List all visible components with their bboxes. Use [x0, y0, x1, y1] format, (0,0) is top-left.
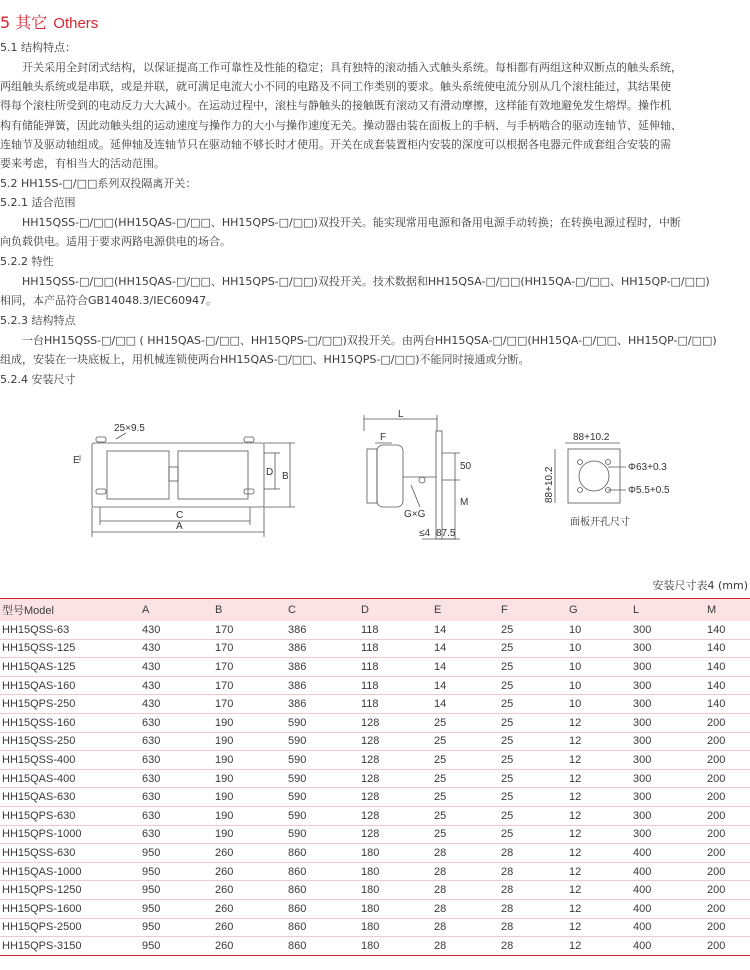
- dim-e-label: E: [73, 455, 80, 466]
- cell-value: 430: [142, 621, 215, 640]
- cell-value: 10: [569, 658, 633, 677]
- cell-value: 12: [569, 806, 633, 825]
- cell-value: 260: [215, 881, 288, 900]
- paragraph-structure: [0, 58, 750, 173]
- table-row: [0, 918, 750, 937]
- dim-c-label: C: [176, 510, 184, 521]
- cell-value: 950: [142, 862, 215, 881]
- dimension-table: [0, 598, 750, 956]
- cell-value: 28: [501, 937, 569, 956]
- cell-value: 12: [569, 937, 633, 956]
- heading-5-2-1: 5.2.1 适合范围: [0, 196, 76, 209]
- cell-value: 590: [288, 788, 361, 807]
- cell-value: 25: [501, 788, 569, 807]
- cell-model: HH15QPS-3150: [0, 937, 142, 956]
- cell-value: 10: [569, 676, 633, 695]
- side-body: [377, 445, 403, 507]
- cell-value: 180: [361, 844, 434, 863]
- cell-value: 400: [633, 899, 707, 918]
- cell-value: 386: [288, 658, 361, 677]
- hole-diameter-label: Φ63+0.3: [628, 462, 667, 473]
- cell-value: 300: [633, 621, 707, 640]
- text-line: 开关采用全封闭式结构，以保证提高工作可靠性及性能的稳定；具有独特的滚动插入式触头系统。每相都有两组这种双断点的触头系统，: [0, 61, 682, 74]
- dim-le4-label: ≤4: [419, 528, 431, 539]
- cell-model: HH15QSS-160: [0, 713, 142, 732]
- col-header-a: A: [142, 599, 215, 621]
- table-row: [0, 695, 750, 714]
- cell-value: 630: [142, 769, 215, 788]
- text-line: 得每个滚柱所受到的电动反力大大减小。在运动过程中，滚柱与静触头的接触既有滚动又有滑动摩擦，这样能有效地避免发生熔焊。操作机: [0, 99, 671, 113]
- cell-model: HH15QPS-2500: [0, 918, 142, 937]
- cell-value: 386: [288, 676, 361, 695]
- cell-value: 860: [288, 899, 361, 918]
- cutout-caption: 面板开孔尺寸: [570, 517, 630, 528]
- col-header-e: E: [434, 599, 501, 621]
- cell-value: 12: [569, 825, 633, 844]
- cell-value: 860: [288, 862, 361, 881]
- text-line: HH15QSS-□/□□(HH15QAS-□/□□、HH15QPS-□/□□)双投开关。能实现常用电源和备用电源手动转换；在转换电源过程时，中断: [0, 216, 681, 229]
- cell-value: 12: [569, 713, 633, 732]
- cell-value: 128: [361, 788, 434, 807]
- text-line: 相同，本产品符合GB14048.3/IEC60947。: [0, 294, 218, 308]
- cell-value: 590: [288, 751, 361, 770]
- cell-value: 200: [707, 806, 750, 825]
- cell-value: 28: [501, 862, 569, 881]
- cell-value: 28: [501, 844, 569, 863]
- cell-model: HH15QAS-1000: [0, 862, 142, 881]
- cell-value: 12: [569, 881, 633, 900]
- cell-value: 200: [707, 844, 750, 863]
- dim-d-label: D: [266, 467, 274, 478]
- cell-value: 200: [707, 825, 750, 844]
- cell-value: 25: [434, 788, 501, 807]
- cell-value: 200: [707, 899, 750, 918]
- screw-hole: [578, 488, 583, 493]
- cell-value: 630: [142, 732, 215, 751]
- cell-model: HH15QPS-1000: [0, 825, 142, 844]
- cell-value: 128: [361, 825, 434, 844]
- col-header-l: L: [633, 599, 707, 621]
- cell-model: HH15QPS-630: [0, 806, 142, 825]
- screw-hole-label: Φ5.5+0.5: [628, 485, 670, 496]
- cell-value: 860: [288, 881, 361, 900]
- cell-value: 25: [501, 695, 569, 714]
- col-header-m: M: [707, 599, 750, 621]
- table-row: [0, 713, 750, 732]
- section-title-en: Others: [53, 15, 99, 32]
- heading-5-1: 5.1 结构特点：: [0, 41, 76, 54]
- dim-50-label: 50: [460, 461, 472, 472]
- screw-hole: [606, 460, 611, 465]
- dim-875-label: 87.5: [436, 528, 456, 539]
- cell-value: 25: [501, 621, 569, 640]
- cell-value: 25: [501, 825, 569, 844]
- paragraph-characteristics: [0, 272, 750, 310]
- cell-model: HH15QAS-400: [0, 769, 142, 788]
- cell-model: HH15QSS-400: [0, 751, 142, 770]
- table-row: [0, 862, 750, 881]
- heading-5-2-2: 5.2.2 特性: [0, 255, 54, 268]
- cell-value: 860: [288, 937, 361, 956]
- cell-value: 28: [501, 881, 569, 900]
- mount-slot: [96, 489, 106, 494]
- col-header-d: D: [361, 599, 434, 621]
- cell-value: 300: [633, 732, 707, 751]
- cell-value: 260: [215, 844, 288, 863]
- cell-value: 190: [215, 751, 288, 770]
- cell-value: 28: [434, 899, 501, 918]
- col-header-b: B: [215, 599, 288, 621]
- table-row: [0, 658, 750, 677]
- cell-value: 386: [288, 621, 361, 640]
- interlock: [169, 467, 178, 481]
- cell-value: 128: [361, 806, 434, 825]
- cell-value: 170: [215, 658, 288, 677]
- section-title-cn: 5 其它: [0, 13, 48, 32]
- cell-value: 25: [434, 825, 501, 844]
- heading-5-2: 5.2 HH15S-□/□□系列双投隔离开关：: [0, 177, 197, 190]
- cell-value: 300: [633, 658, 707, 677]
- cutout-top-label: 88+10.2: [573, 432, 610, 443]
- cell-value: 386: [288, 639, 361, 658]
- mount-slot: [244, 437, 254, 442]
- table-row: [0, 899, 750, 918]
- cell-value: 200: [707, 937, 750, 956]
- cell-value: 10: [569, 621, 633, 640]
- cell-value: 28: [434, 862, 501, 881]
- cell-value: 12: [569, 732, 633, 751]
- col-header-model: 型号Model: [0, 599, 142, 621]
- cell-value: 12: [569, 862, 633, 881]
- cell-value: 590: [288, 825, 361, 844]
- cell-model: HH15QSS-630: [0, 844, 142, 863]
- cell-value: 630: [142, 806, 215, 825]
- col-header-f: F: [501, 599, 569, 621]
- table-row: [0, 881, 750, 900]
- leader-line: [411, 485, 420, 507]
- cell-value: 430: [142, 676, 215, 695]
- switch-right-body: [178, 451, 248, 499]
- cell-value: 14: [434, 658, 501, 677]
- panel-cutout-view: [555, 443, 626, 503]
- cell-value: 180: [361, 937, 434, 956]
- cell-value: 10: [569, 639, 633, 658]
- cell-value: 190: [215, 769, 288, 788]
- cell-value: 140: [707, 658, 750, 677]
- cell-value: 200: [707, 918, 750, 937]
- cell-value: 25: [501, 676, 569, 695]
- cell-model: HH15QSS-63: [0, 621, 142, 640]
- table-row: [0, 788, 750, 807]
- cell-model: HH15QAS-630: [0, 788, 142, 807]
- cell-value: 200: [707, 881, 750, 900]
- cell-value: 300: [633, 806, 707, 825]
- col-header-g: G: [569, 599, 633, 621]
- cell-value: 200: [707, 713, 750, 732]
- center-hole: [579, 461, 609, 491]
- cell-value: 12: [569, 769, 633, 788]
- cell-value: 300: [633, 639, 707, 658]
- dim-b-label: B: [282, 471, 289, 482]
- cell-value: 170: [215, 695, 288, 714]
- cell-value: 400: [633, 881, 707, 900]
- screw-hole: [578, 460, 583, 465]
- table-body: [0, 621, 750, 956]
- cell-value: 170: [215, 621, 288, 640]
- cell-model: HH15QPS-250: [0, 695, 142, 714]
- cell-value: 28: [434, 844, 501, 863]
- cell-value: 300: [633, 825, 707, 844]
- cell-value: 630: [142, 751, 215, 770]
- table-row: [0, 806, 750, 825]
- text-line: 要来考虑，有相当大的活动范围。: [0, 157, 165, 171]
- cell-value: 12: [569, 788, 633, 807]
- cell-value: 140: [707, 676, 750, 695]
- cell-value: 128: [361, 769, 434, 788]
- cell-value: 180: [361, 881, 434, 900]
- cell-value: 25: [501, 713, 569, 732]
- cell-value: 128: [361, 751, 434, 770]
- table-row: [0, 844, 750, 863]
- table-row: [0, 751, 750, 770]
- cell-value: 260: [215, 899, 288, 918]
- cell-value: 400: [633, 844, 707, 863]
- cell-value: 400: [633, 937, 707, 956]
- cell-value: 400: [633, 862, 707, 881]
- dim-f-label: F: [380, 432, 387, 443]
- cell-value: 28: [434, 918, 501, 937]
- cell-value: 28: [434, 881, 501, 900]
- cell-value: 260: [215, 937, 288, 956]
- panel: [436, 431, 442, 539]
- cell-value: 28: [501, 899, 569, 918]
- cell-value: 430: [142, 658, 215, 677]
- heading-5-2-4: 5.2.4 安装尺寸: [0, 373, 76, 386]
- cell-value: 10: [569, 695, 633, 714]
- cell-value: 25: [501, 639, 569, 658]
- side-view: [364, 415, 460, 539]
- cell-value: 140: [707, 621, 750, 640]
- cell-value: 25: [501, 769, 569, 788]
- table-row: [0, 769, 750, 788]
- cell-value: 200: [707, 769, 750, 788]
- cell-value: 140: [707, 639, 750, 658]
- cell-value: 590: [288, 713, 361, 732]
- cell-value: 950: [142, 918, 215, 937]
- coupling: [419, 477, 425, 483]
- text-line: 一台HH15QSS-□/□□ ( HH15QAS-□/□□、HH15QPS-□/□□)双投开关。由两台HH15QSA-□/□□(HH15QA-□/□□、HH15QP-□/□□): [0, 334, 717, 347]
- cell-value: 200: [707, 732, 750, 751]
- installation-drawing: [0, 395, 750, 557]
- cell-value: 200: [707, 788, 750, 807]
- cell-value: 140: [707, 695, 750, 714]
- paragraph-scope: [0, 213, 750, 251]
- switch-left-body: [107, 451, 169, 499]
- cell-value: 860: [288, 918, 361, 937]
- cell-value: 180: [361, 899, 434, 918]
- cell-value: 190: [215, 788, 288, 807]
- cell-value: 25: [501, 806, 569, 825]
- cell-value: 25: [434, 732, 501, 751]
- cell-value: 180: [361, 918, 434, 937]
- table-row: [0, 639, 750, 658]
- table-row: [0, 825, 750, 844]
- mount-slot: [244, 489, 254, 494]
- cell-value: 300: [633, 769, 707, 788]
- slot-size-label: 25×9.5: [114, 423, 145, 434]
- cell-value: 12: [569, 918, 633, 937]
- cell-value: 950: [142, 937, 215, 956]
- cell-value: 300: [633, 676, 707, 695]
- cell-value: 200: [707, 862, 750, 881]
- heading-5-2-3: 5.2.3 结构特点: [0, 314, 76, 327]
- cell-model: HH15QAS-160: [0, 676, 142, 695]
- cell-value: 300: [633, 788, 707, 807]
- cell-value: 860: [288, 844, 361, 863]
- cell-value: 430: [142, 639, 215, 658]
- text-line: 两组触头系统或是串联，或是并联，就可满足电流大小不同的电路及不同工作类别的要求。触头系统使电流分别从几个滚柱能过，其结果使: [0, 80, 671, 94]
- paragraph-structure-features: [0, 331, 750, 369]
- cell-value: 430: [142, 695, 215, 714]
- cell-value: 12: [569, 899, 633, 918]
- cell-value: 25: [501, 732, 569, 751]
- cell-value: 14: [434, 676, 501, 695]
- cell-value: 590: [288, 769, 361, 788]
- cell-value: 118: [361, 658, 434, 677]
- cell-value: 118: [361, 639, 434, 658]
- cell-value: 180: [361, 862, 434, 881]
- text-line: 向负载供电。适用于要求两路电源供电的场合。: [0, 235, 231, 249]
- text-line: 构有储能弹簧，因此动触头组的运动速度与操作力的大小与操作速度无关。操动器由装在面板上的手柄、与手柄啮合的驱动连轴节、延伸轴、: [0, 118, 682, 132]
- cell-value: 630: [142, 825, 215, 844]
- cell-value: 12: [569, 751, 633, 770]
- dim-a-label: A: [176, 521, 183, 532]
- cell-value: 630: [142, 788, 215, 807]
- cell-value: 25: [434, 769, 501, 788]
- table-row: [0, 937, 750, 956]
- drawing-svg: [0, 395, 750, 557]
- cell-value: 12: [569, 844, 633, 863]
- col-header-c: C: [288, 599, 361, 621]
- cell-value: 950: [142, 899, 215, 918]
- cell-value: 190: [215, 713, 288, 732]
- cell-value: 128: [361, 732, 434, 751]
- cutout-side-label: 88+10.2: [544, 466, 555, 503]
- dim-m-label: M: [460, 497, 469, 508]
- cell-value: 260: [215, 918, 288, 937]
- cell-value: 590: [288, 806, 361, 825]
- cell-model: HH15QSS-125: [0, 639, 142, 658]
- cell-value: 300: [633, 695, 707, 714]
- cell-value: 14: [434, 695, 501, 714]
- cell-value: 25: [434, 751, 501, 770]
- table-row: [0, 732, 750, 751]
- cell-value: 25: [434, 806, 501, 825]
- cell-value: 25: [501, 751, 569, 770]
- cell-value: 170: [215, 676, 288, 695]
- cutout-square: [568, 449, 620, 503]
- section-title: [0, 10, 98, 34]
- cell-value: 14: [434, 621, 501, 640]
- cell-value: 400: [633, 918, 707, 937]
- cell-value: 25: [434, 713, 501, 732]
- cell-value: 25: [501, 658, 569, 677]
- handle-plate: [367, 449, 377, 503]
- cell-value: 170: [215, 639, 288, 658]
- text-line: 组成，安装在一块底板上，用机械连锁使两台HH15QAS-□/□□、HH15QPS-□/□□)不能同时接通或分断。: [0, 353, 530, 367]
- mount-slot: [96, 437, 106, 442]
- table-caption: 安装尺寸表4 (mm): [652, 579, 748, 592]
- cell-value: 14: [434, 639, 501, 658]
- cell-value: 118: [361, 676, 434, 695]
- cell-value: 190: [215, 825, 288, 844]
- cell-model: HH15QPS-1600: [0, 899, 142, 918]
- cell-value: 300: [633, 751, 707, 770]
- dim-gg-label: G×G: [404, 509, 426, 520]
- cell-value: 950: [142, 844, 215, 863]
- cell-value: 590: [288, 732, 361, 751]
- dim-l-label: L: [398, 409, 404, 420]
- table-header-row: [0, 599, 750, 621]
- cell-value: 190: [215, 806, 288, 825]
- cell-value: 118: [361, 695, 434, 714]
- cell-value: 386: [288, 695, 361, 714]
- front-view: [80, 433, 295, 537]
- cell-value: 128: [361, 713, 434, 732]
- table-row: [0, 621, 750, 640]
- cell-model: HH15QPS-1250: [0, 881, 142, 900]
- text-line: 连轴节及驱动轴组成。延伸轴及连轴节只在驱动轴不够长时才使用。开关在成套装置柜内安装的深度可以根据各电器元件成套组合安装的需: [0, 137, 671, 151]
- cell-value: 190: [215, 732, 288, 751]
- cell-value: 260: [215, 862, 288, 881]
- cell-value: 28: [434, 937, 501, 956]
- cell-value: 300: [633, 713, 707, 732]
- text-line: HH15QSS-□/□□(HH15QAS-□/□□、HH15QPS-□/□□)双投开关。技术数据和HH15QSA-□/□□(HH15QA-□/□□、HH15QP-□/□□): [0, 275, 710, 288]
- cell-value: 630: [142, 713, 215, 732]
- cell-model: HH15QAS-125: [0, 658, 142, 677]
- table-row: [0, 676, 750, 695]
- cell-value: 200: [707, 751, 750, 770]
- cell-value: 28: [501, 918, 569, 937]
- cell-model: HH15QSS-250: [0, 732, 142, 751]
- cell-value: 950: [142, 881, 215, 900]
- cell-value: 118: [361, 621, 434, 640]
